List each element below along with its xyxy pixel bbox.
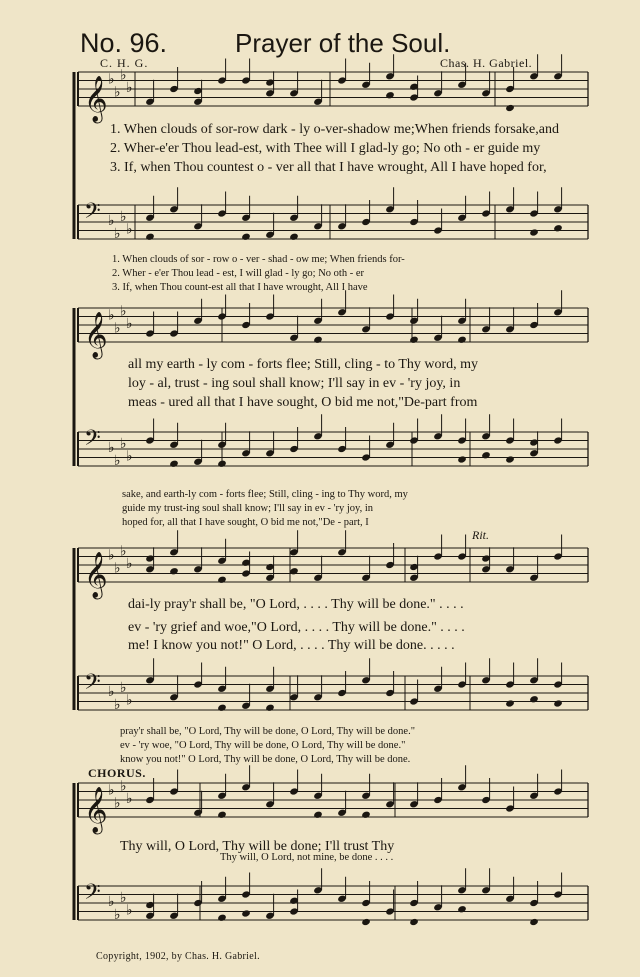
bass-lyric-line: 1. When clouds of sor - row o - ver - shad - ow me; When friends for- [112,254,405,265]
svg-text:♭: ♭ [126,448,133,465]
svg-text:𝄞: 𝄞 [84,787,108,833]
svg-text:♭: ♭ [120,208,127,225]
svg-text:♭: ♭ [108,547,115,564]
svg-text:♭: ♭ [108,440,115,456]
soprano-lyric-line: 2. Wher-e'er Thou lead-est, with Thee will I glad-ly go; No oth - er guide my [110,141,541,156]
svg-text:♭: ♭ [120,67,127,84]
svg-text:♭: ♭ [120,435,127,452]
svg-text:𝄢: 𝄢 [84,670,101,700]
soprano-lyric-line: meas - ured all that I have sought, O bid me not,"De-part from [128,395,478,410]
svg-text:♭: ♭ [120,778,127,795]
svg-text:♭: ♭ [114,696,121,713]
svg-text:♭: ♭ [120,679,127,696]
copyright-notice: Copyright, 1902, by Chas. H. Gabriel. [96,951,260,962]
bass-lyric-line: hoped for, all that I have sought, O bid me not,"De - part, I [122,517,369,528]
svg-text:♭: ♭ [114,225,121,242]
svg-text:𝄞: 𝄞 [84,312,108,358]
svg-text:♭: ♭ [114,84,121,101]
soprano-lyric-line: all my earth - ly com - forts flee; Still, cling - to Thy word, my [128,357,479,372]
soprano-lyric-line: 3. If, when Thou countest o - ver all that I have wrought, All I have hoped for, [110,160,547,175]
svg-text:♭: ♭ [108,71,115,88]
chorus-label: CHORUS. [88,766,146,780]
svg-text:♭: ♭ [114,452,121,469]
soprano-lyric-line: Thy will, O Lord, Thy will be done; I'll trust Thy [120,839,395,854]
soprano-lyric-line: dai-ly pray'r shall be, "O Lord, . . . . Thy will be done." . . . . [128,597,464,612]
svg-text:♭: ♭ [108,894,115,910]
svg-text:♭: ♭ [114,560,121,577]
svg-text:𝄞: 𝄞 [84,552,108,598]
svg-text:𝄢: 𝄢 [84,199,101,229]
svg-text:♭: ♭ [114,320,121,337]
ritardando-mark: Rit. [472,528,489,542]
svg-text:♭: ♭ [108,684,115,700]
bass-lyric-line: know you not!" O Lord, Thy will be done, O Lord, Thy will be done. [120,754,411,765]
bass-lyric-line: sake, and earth-ly com - forts flee; Still, cling - ing to Thy word, my [122,489,408,500]
svg-text:♭: ♭ [126,316,133,332]
bass-lyric-line: pray'r shall be, "O Lord, Thy will be done, O Lord, Thy will be done." [120,726,415,737]
svg-text:♭: ♭ [108,782,115,799]
bass-lyric-line: Thy will, O Lord, not mine, be done . . . . [220,852,394,863]
svg-text:♭: ♭ [126,902,133,919]
svg-text:♭: ♭ [126,692,133,709]
svg-text:♭: ♭ [120,543,127,560]
soprano-lyric-line: 1. When clouds of sor-row dark - ly o-ver-shadow me;When friends forsake,and [110,122,559,137]
bass-lyric-line: guide my trust-ing soul shall know; I'll say in ev - 'ry joy, in [122,503,373,514]
soprano-lyric-line: ev - 'ry grief and woe,"O Lord, . . . . Thy will be done." . . . . [128,620,465,635]
bass-lyric-line: ev - 'ry woe, "O Lord, Thy will be done, O Lord, Thy will be done." [120,740,406,751]
svg-text:♭: ♭ [126,791,133,807]
svg-text:♭: ♭ [114,906,121,923]
svg-text:♭: ♭ [126,80,133,96]
svg-text:𝄢: 𝄢 [84,426,101,456]
bass-lyric-line: 3. If, when Thou count-est all that I have wrought, All I have [112,282,368,293]
svg-text:♭: ♭ [114,795,121,812]
svg-text:𝄞: 𝄞 [84,76,108,122]
hymn-number: No. 96. [80,28,168,58]
svg-text:♭: ♭ [120,889,127,906]
svg-text:♭: ♭ [120,303,127,320]
svg-text:♭: ♭ [126,221,133,238]
svg-text:♭: ♭ [126,556,133,572]
svg-text:♭: ♭ [108,307,115,324]
svg-text:𝄢: 𝄢 [84,880,101,910]
soprano-lyric-line: loy - al, trust - ing soul shall know; I'll say in ev - 'ry joy, in [128,376,461,391]
bass-lyric-line: 2. Wher - e'er Thou lead - est, I will glad - ly go; No oth - er [112,268,364,279]
words-author: C. H. G. [100,56,149,70]
hymn-title: Prayer of the Soul. [235,28,451,58]
svg-text:♭: ♭ [108,213,115,229]
music-composer: Chas. H. Gabriel. [440,56,533,70]
soprano-lyric-line: me! I know you not!" O Lord, . . . . Thy will be done. . . . . [128,638,455,653]
